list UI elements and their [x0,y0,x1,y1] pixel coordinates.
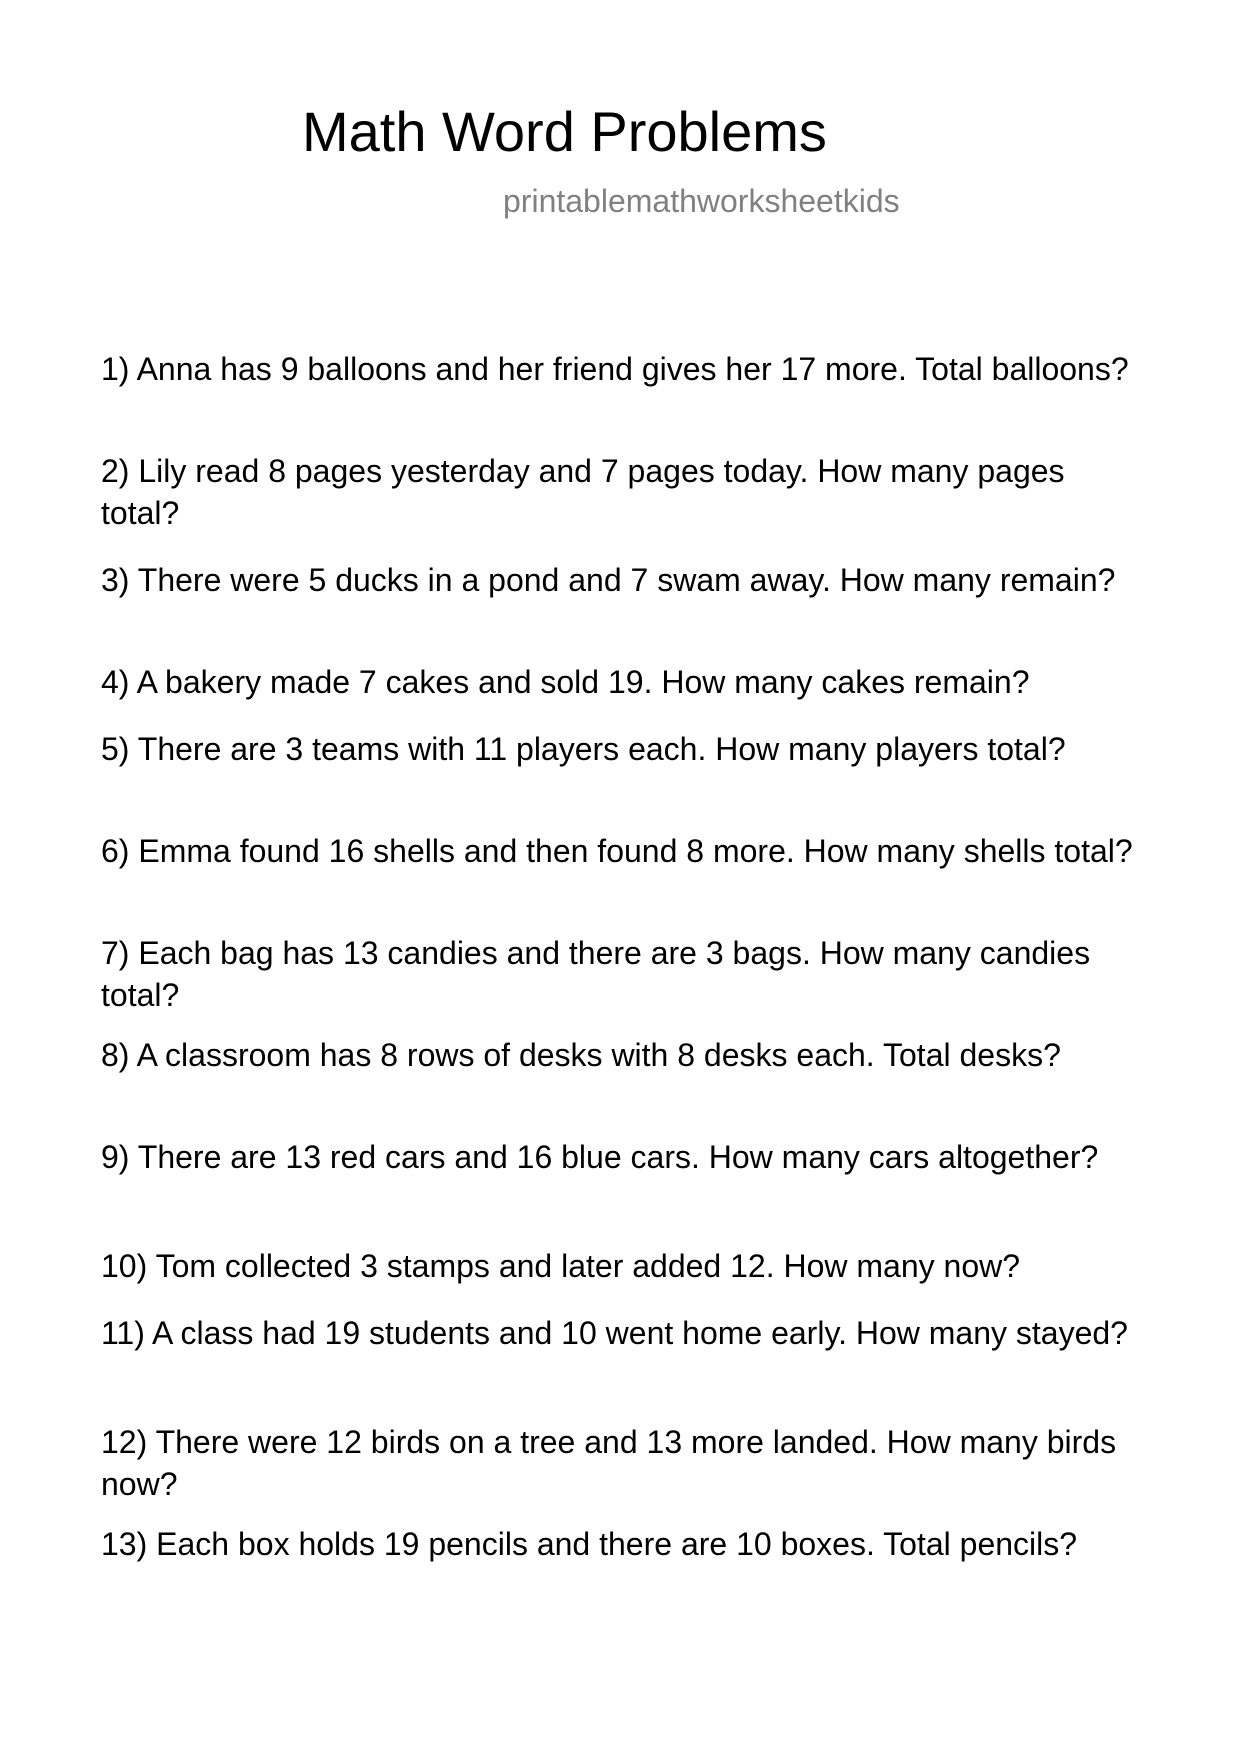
problem-item: 1) Anna has 9 balloons and her friend gives her 17 more. Total balloons? [101,351,1129,387]
problem-item: 13) Each box holds 19 pencils and there are 10 boxes. Total pencils? [101,1526,1078,1562]
problem-item: 7) Each bag has 13 candies and there are 3 bags. How many candies total? [101,935,1091,1013]
site-subtitle: printablemathworksheetkids [503,183,900,219]
page-title: Math Word Problems [302,100,827,163]
problem-item: 3) There were 5 ducks in a pond and 7 swam away. How many remain? [101,562,1116,598]
problem-item: 8) A classroom has 8 rows of desks with 8 desks each. Total desks? [101,1037,1061,1073]
problem-item: 2) Lily read 8 pages yesterday and 7 pages today. How many pages total? [101,453,1065,531]
problem-item: 10) Tom collected 3 stamps and later added 12. How many now? [101,1248,1021,1284]
problem-item: 11) A class had 19 students and 10 went home early. How many stayed? [101,1315,1128,1351]
problem-item: 12) There were 12 birds on a tree and 13 more landed. How many birds now? [101,1424,1117,1502]
problem-item: 9) There are 13 red cars and 16 blue cars. How many cars altogether? [101,1139,1099,1175]
problem-item: 6) Emma found 16 shells and then found 8 more. How many shells total? [101,833,1133,869]
problem-item: 4) A bakery made 7 cakes and sold 19. How many cakes remain? [101,664,1030,700]
problem-item: 5) There are 3 teams with 11 players each. How many players total? [101,731,1066,767]
